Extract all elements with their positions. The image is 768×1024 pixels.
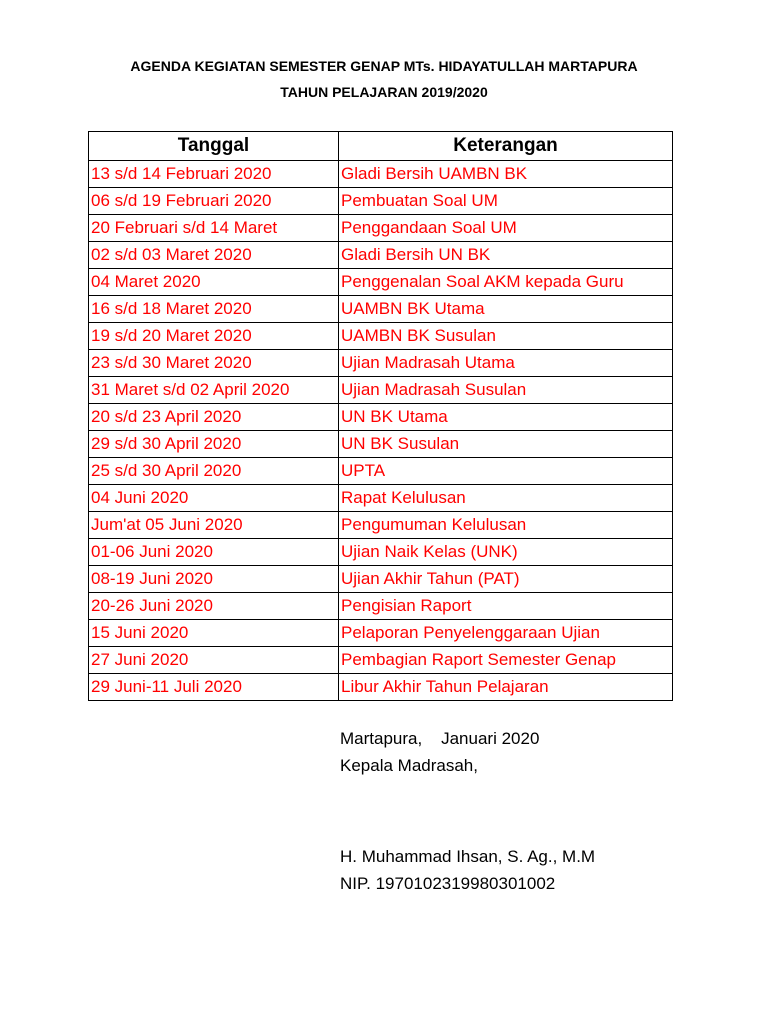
table-row — [89, 242, 673, 269]
cell-tanggal: 04 Juni 2020 — [89, 485, 339, 512]
document-subtitle: TAHUN PELAJARAN 2019/2020 — [280, 84, 488, 100]
cell-tanggal: 20-26 Juni 2020 — [89, 593, 339, 620]
cell-keterangan: Gladi Bersih UN BK — [339, 242, 673, 269]
table-row — [89, 404, 673, 431]
table-row — [89, 215, 673, 242]
column-header-keterangan: Keterangan — [339, 132, 673, 161]
table-row — [89, 161, 673, 188]
table-row — [89, 512, 673, 539]
cell-keterangan: Ujian Naik Kelas (UNK) — [339, 539, 673, 566]
cell-tanggal: 20 Februari s/d 14 Maret — [89, 215, 339, 242]
cell-tanggal: 19 s/d 20 Maret 2020 — [89, 323, 339, 350]
table-row — [89, 269, 673, 296]
cell-keterangan: Pembuatan Soal UM — [339, 188, 673, 215]
cell-keterangan: Ujian Madrasah Susulan — [339, 377, 673, 404]
table-row — [89, 485, 673, 512]
cell-tanggal: 31 Maret s/d 02 April 2020 — [89, 377, 339, 404]
table-row — [89, 539, 673, 566]
table-row — [89, 566, 673, 593]
signature-nip: NIP. 197010231998030100​2 — [340, 874, 556, 893]
table-row — [89, 674, 673, 701]
table-row — [89, 593, 673, 620]
agenda-table-body — [89, 161, 673, 701]
cell-tanggal: 29 Juni-11 Juli 2020 — [89, 674, 339, 701]
cell-tanggal: 01-06 Juni 2020 — [89, 539, 339, 566]
cell-keterangan: UN BK Utama — [339, 404, 673, 431]
column-header-tanggal: Tanggal — [89, 132, 339, 161]
table-row — [89, 350, 673, 377]
table-row — [89, 188, 673, 215]
cell-tanggal: 20 s/d 23 April 2020 — [89, 404, 339, 431]
cell-tanggal: 25 s/d 30 April 2020 — [89, 458, 339, 485]
cell-tanggal: 02 s/d 03 Maret 2020 — [89, 242, 339, 269]
table-header-row — [89, 132, 673, 161]
cell-keterangan: Pembagian Raport Semester Genap — [339, 647, 673, 674]
cell-tanggal: 04 Maret 2020 — [89, 269, 339, 296]
table-row — [89, 620, 673, 647]
cell-tanggal: Jum'at 05 Juni 2020 — [89, 512, 339, 539]
signature-name: H. Muhammad Ihsan, S. Ag., M.M — [340, 847, 596, 866]
cell-keterangan: UAMBN BK Susulan — [339, 323, 673, 350]
table-row — [89, 458, 673, 485]
cell-keterangan: UN BK Susulan — [339, 431, 673, 458]
cell-keterangan: UPTA — [339, 458, 673, 485]
cell-keterangan: Pengisian Raport — [339, 593, 673, 620]
cell-keterangan: Gladi Bersih UAMBN BK — [339, 161, 673, 188]
table-row — [89, 377, 673, 404]
cell-keterangan: Pelaporan Penyelenggaraan Ujian — [339, 620, 673, 647]
cell-keterangan: Ujian Madrasah Utama — [339, 350, 673, 377]
cell-tanggal: 16 s/d 18 Maret 2020 — [89, 296, 339, 323]
cell-keterangan: Penggenalan Soal AKM kepada Guru — [339, 269, 673, 296]
cell-keterangan: UAMBN BK Utama — [339, 296, 673, 323]
cell-tanggal: 13 s/d 14 Februari 2020 — [89, 161, 339, 188]
cell-tanggal: 15 Juni 2020 — [89, 620, 339, 647]
cell-keterangan: Rapat Kelulusan — [339, 485, 673, 512]
signature-place-date: Martapura, Januari 2020 — [340, 729, 540, 748]
cell-tanggal: 27 Juni 2020 — [89, 647, 339, 674]
cell-tanggal: 06 s/d 19 Februari 2020 — [89, 188, 339, 215]
cell-keterangan: Libur Akhir Tahun Pelajaran — [339, 674, 673, 701]
cell-tanggal: 23 s/d 30 Maret 2020 — [89, 350, 339, 377]
cell-tanggal: 08-19 Juni 2020 — [89, 566, 339, 593]
signature-position: Kepala Madrasah, — [340, 756, 478, 775]
agenda-table — [88, 131, 673, 701]
table-row — [89, 647, 673, 674]
table-row — [89, 431, 673, 458]
cell-tanggal: 29 s/d 30 April 2020 — [89, 431, 339, 458]
cell-keterangan: Pengumuman Kelulusan — [339, 512, 673, 539]
cell-keterangan: Penggandaan Soal UM — [339, 215, 673, 242]
table-row — [89, 323, 673, 350]
document-title: AGENDA KEGIATAN SEMESTER GENAP MTs. HIDAYATULLAH MARTAPURA — [130, 58, 638, 74]
table-row — [89, 296, 673, 323]
cell-keterangan: Ujian Akhir Tahun (PAT) — [339, 566, 673, 593]
